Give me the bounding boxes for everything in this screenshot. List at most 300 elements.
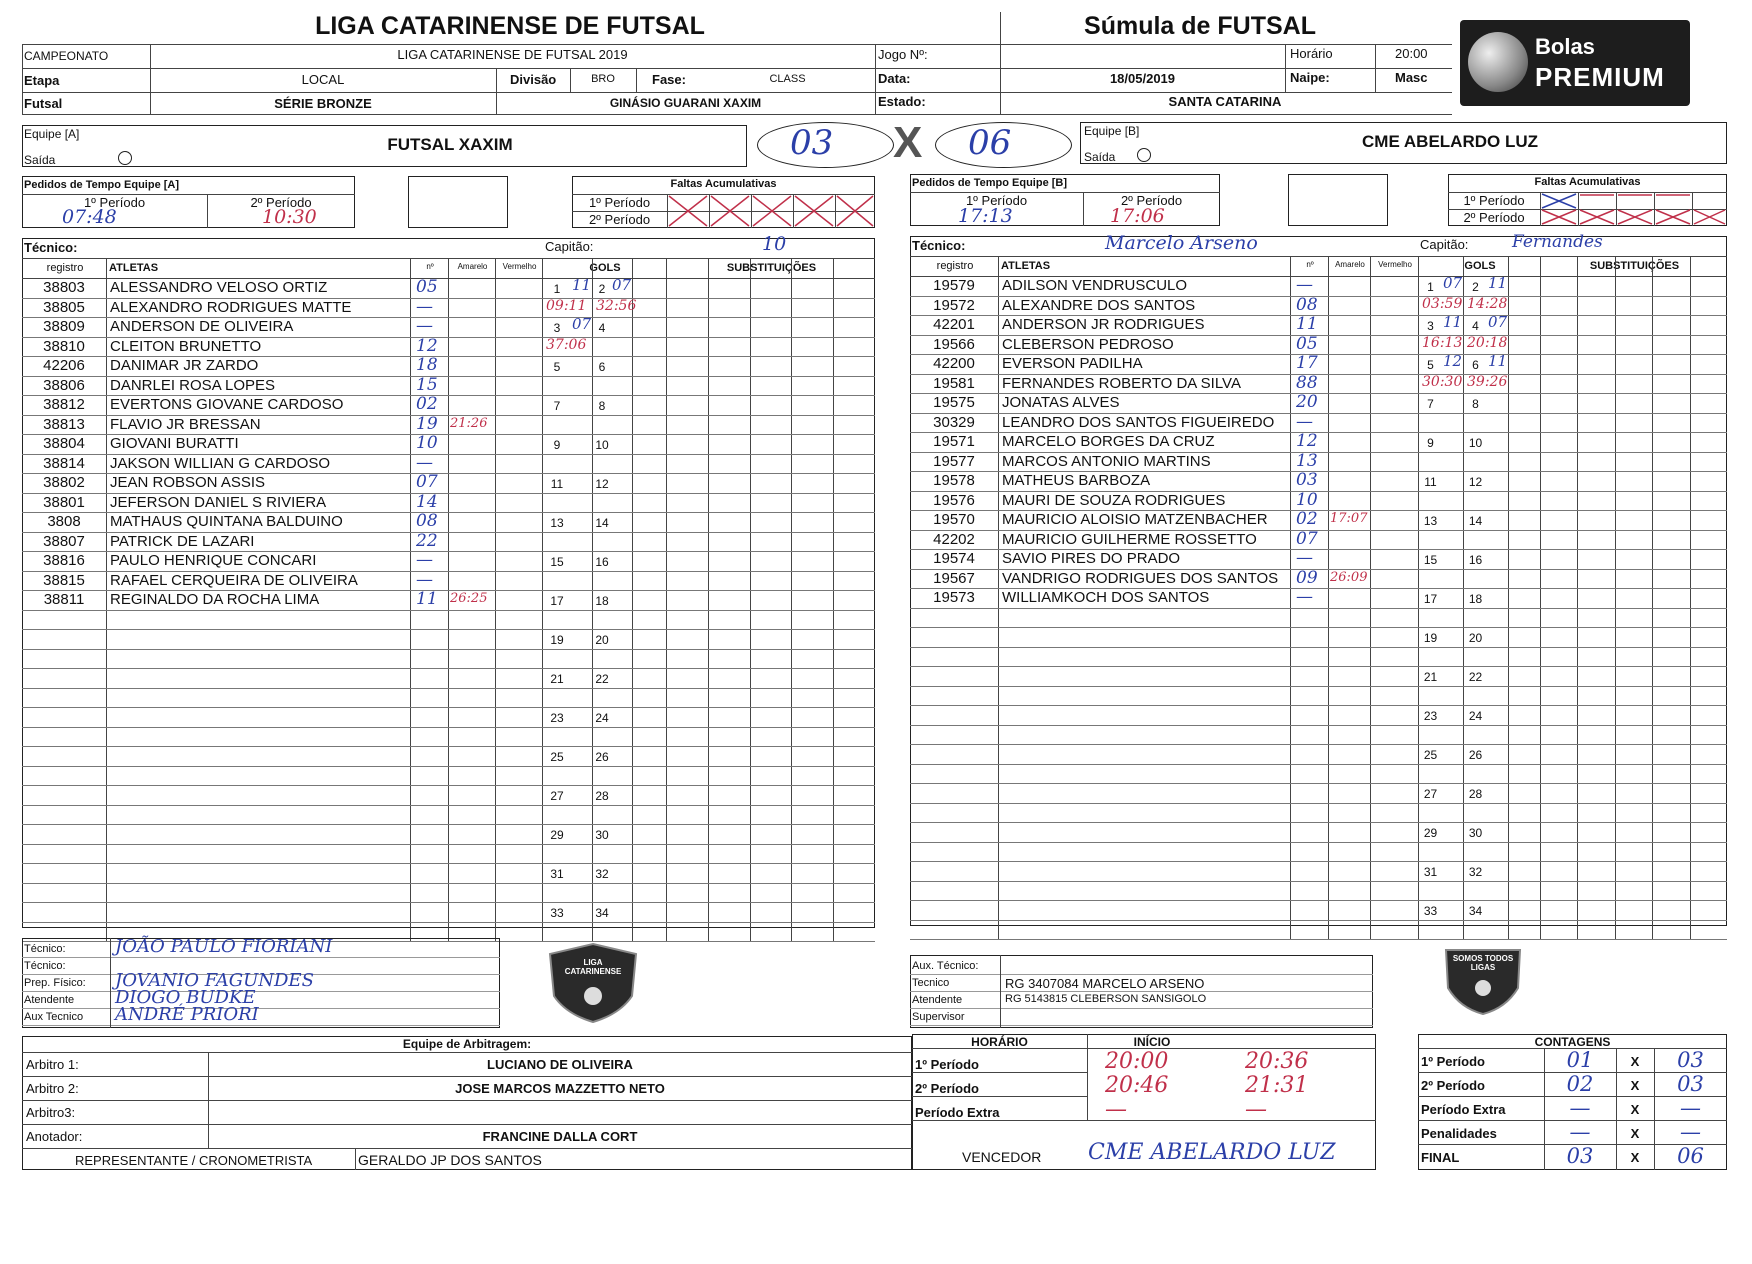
player-yellow-card: 26:25 (450, 591, 488, 606)
score-b: 06 (968, 123, 1012, 163)
team_a-goal-slot: 13 (550, 516, 564, 530)
badge-b-text: SOMOS TODOS LIGAS (1452, 954, 1514, 972)
player-number: 12 (416, 335, 438, 356)
player-number: 17 (1296, 353, 1318, 373)
contagem-b: — (1680, 1096, 1701, 1120)
player-registro: 42202 (933, 530, 975, 548)
player-number: 12 (1296, 431, 1318, 451)
player-registro: 19578 (933, 472, 975, 489)
team_b-header-n: nº (1306, 260, 1314, 269)
estado-label: Estado: (878, 94, 926, 109)
staff-b-label: Tecnico (912, 977, 950, 989)
staff-a-label: Prep. Físico: (24, 977, 86, 989)
player-registro: 42201 (933, 316, 975, 333)
staff-b-value: RG 5143815 CLEBERSON SANSIGOLO (1005, 993, 1207, 1005)
arbitro-value: FRANCINE DALLA CORT (482, 1129, 638, 1144)
vencedor-value: CME ABELARDO LUZ (1088, 1140, 1336, 1165)
goal-player: 11 (572, 276, 592, 294)
arbitro-label: Arbitro 2: (26, 1081, 79, 1096)
player-number: — (416, 296, 433, 317)
player-name: MATHAUS QUINTANA BALDUINO (110, 513, 343, 530)
team-b-faltas-label: Faltas Acumulativas (1534, 176, 1641, 188)
team_a-goal-slot: 11 (550, 477, 564, 491)
naipe-value: Masc (1395, 70, 1428, 85)
player-number: 09 (1296, 567, 1318, 588)
player-number: 15 (416, 374, 438, 395)
team_a-goal-slot: 9 (553, 438, 561, 452)
contagem-label: Penalidades (1421, 1126, 1497, 1141)
team_a-header-gols: GOLS (589, 262, 621, 274)
staff-a-label: Atendente (24, 994, 75, 1006)
player-registro: 38813 (43, 415, 85, 433)
player-yellow-card: 26:09 (1330, 569, 1368, 585)
team_b-goal-slot: 6 (1472, 358, 1479, 372)
jogo-label: Jogo Nº: (878, 47, 928, 62)
player-registro: 38801 (43, 493, 85, 511)
player-registro: 19573 (933, 589, 975, 606)
player-registro: 38806 (43, 376, 85, 394)
goal-player: 07 (1443, 274, 1463, 292)
team_b-goal-slot: 32 (1468, 865, 1483, 879)
team_b-goal-slot: 20 (1468, 631, 1483, 645)
team_a-goal-slot: 10 (595, 438, 609, 452)
team_a-goal-slot: 20 (595, 633, 609, 647)
horario-start: — (1105, 1097, 1127, 1122)
team_b-goal-slot: 33 (1423, 904, 1438, 918)
player-name: CLEBERSON PEDROSO (1002, 335, 1174, 353)
player-number: 14 (416, 491, 438, 512)
contagem-a: — (1569, 1096, 1591, 1120)
bolas-premium-logo (1460, 20, 1690, 106)
player-registro: 38803 (43, 279, 85, 296)
team_b-header-subst: SUBSTITUIÇÕES (1589, 260, 1680, 272)
team_a-goal-slot: 15 (550, 555, 564, 569)
player-registro: 30329 (933, 413, 975, 431)
team_a-header-subst: SUBSTITUIÇÕES (726, 262, 817, 274)
contagem-b: 03 (1677, 1048, 1704, 1072)
futsal-label: Futsal (24, 96, 63, 111)
player-name: JEAN ROBSON ASSIS (110, 474, 266, 491)
team_b-header-atletas: ATLETAS (1001, 260, 1051, 272)
team-a-p2-time: 10:30 (262, 206, 317, 228)
player-number: 08 (416, 511, 438, 531)
score-a: 03 (790, 123, 834, 163)
team_b-goal-slot: 27 (1423, 787, 1438, 801)
campeonato-value: LIGA CATARINENSE DE FUTSAL 2019 (397, 47, 628, 62)
horario-end: — (1245, 1097, 1267, 1122)
goal-time: 16:13 (1422, 334, 1463, 351)
player-name: PATRICK DE LAZARI (110, 532, 255, 550)
player-number: 18 (416, 355, 438, 375)
goal-time: 37:06 (546, 336, 587, 353)
staff-b-value: RG 3407084 MARCELO ARSENO (1005, 976, 1205, 991)
team_a-header-n: nº (426, 262, 434, 271)
team_b-goal-slot: 10 (1468, 436, 1483, 450)
contagem-label: 2º Período (1421, 1078, 1485, 1093)
horario-box-inicio: INÍCIO (1133, 1035, 1171, 1049)
contagem-a: 03 (1566, 1144, 1594, 1168)
contagem-label: Período Extra (1421, 1102, 1506, 1117)
league-title: LIGA CATARINENSE DE FUTSAL (315, 12, 705, 40)
team_b-goal-slot: 11 (1424, 475, 1437, 489)
player-number: — (1296, 275, 1313, 295)
contagem-b: — (1680, 1120, 1701, 1144)
team_a-goal-slot: 21 (550, 672, 564, 686)
team_b-header-vermelho: Vermelho (1378, 260, 1412, 269)
player-registro: 19579 (933, 277, 975, 294)
staff-a-label: Aux Tecnico (24, 1011, 84, 1023)
player-registro: 38807 (43, 532, 85, 550)
estado-value: SANTA CATARINA (1168, 94, 1282, 109)
team_a-goal-slot: 7 (553, 399, 561, 413)
player-name: JEFERSON DANIEL S RIVIERA (110, 493, 327, 511)
team-b-name: CME ABELARDO LUZ (1362, 132, 1538, 151)
player-registro: 19576 (933, 491, 975, 509)
horario-period-label: Período Extra (915, 1105, 1000, 1120)
contagem-x: X (1630, 1078, 1640, 1093)
player-registro: 38804 (43, 435, 85, 452)
goal-player: 07 (612, 276, 632, 294)
player-number: 22 (416, 530, 438, 551)
arbitragem-title: Equipe de Arbitragem: (402, 1037, 532, 1051)
logo-line2: PREMIUM (1535, 62, 1665, 92)
team_b-goal-slot: 1 (1427, 280, 1434, 294)
team_b-goal-slot: 22 (1468, 670, 1483, 684)
player-number: 10 (1296, 489, 1318, 510)
staff-a-value: JOÃO PAULO FIORIANI (115, 936, 333, 957)
player-number: 13 (1296, 450, 1318, 471)
team-a-equipe-label: Equipe [A] (24, 127, 80, 141)
player-registro: 19567 (933, 569, 975, 587)
player-number: — (416, 452, 433, 473)
liga-catarinense-shield-icon (540, 940, 646, 1024)
player-name: EVERTONS GIOVANE CARDOSO (110, 396, 344, 413)
badge-a-text: LIGA CATARINENSE (564, 958, 622, 976)
player-number: 19 (416, 413, 438, 434)
contagem-x: X (1630, 1054, 1640, 1069)
player-number: 20 (1296, 392, 1318, 412)
staff-a-value: DIOGO BUDKE (115, 987, 256, 1008)
player-name: ANDERSON JR RODRIGUES (1002, 316, 1205, 333)
team_b-goal-slot: 8 (1472, 397, 1479, 411)
team-b-p2-label: 2º Período (1120, 193, 1183, 208)
team_a-goal-slot: 8 (598, 399, 606, 413)
player-number: 07 (1296, 528, 1318, 549)
team_a-header-vermelho: Vermelho (502, 262, 537, 271)
goal-time: 03:59 (1422, 295, 1463, 312)
team-a-p1-label: 1º Período (83, 195, 146, 210)
team-a-p2-label: 2º Período (250, 195, 312, 210)
team_a-goal-slot: 18 (595, 594, 609, 608)
arbitro-label: Anotador: (26, 1129, 83, 1144)
horario-value: 20:00 (1395, 46, 1428, 61)
team_a-goal-slot: 23 (550, 711, 564, 725)
arbitro-value: JOSE MARCOS MAZZETTO NETO (455, 1081, 665, 1096)
player-registro: 38810 (43, 337, 85, 355)
horario-period-label: 1º Período (915, 1057, 979, 1072)
player-name: ALEXANDRE DOS SANTOS (1002, 296, 1196, 314)
score-x: X (893, 118, 923, 167)
team_b-goal-slot: 18 (1468, 592, 1483, 606)
team-a-tecnico-label: Técnico: (24, 240, 78, 255)
team_a-goal-slot: 19 (550, 633, 564, 647)
team_a-goal-slot: 2 (598, 282, 606, 296)
horario-end: 21:31 (1245, 1073, 1309, 1098)
player-registro: 38814 (43, 454, 85, 472)
team_b-header-amarelo: Amarelo (1335, 260, 1365, 269)
ginasio-value: GINÁSIO GUARANI XAXIM (609, 96, 762, 110)
team-a-capitao: 10 (762, 233, 787, 255)
team_b-goal-slot: 31 (1423, 865, 1438, 879)
team_b-goal-slot: 24 (1468, 709, 1483, 723)
player-name: MAURICIO ALOISIO MATZENBACHER (1002, 511, 1268, 528)
arbitro-label: Arbitro3: (26, 1105, 76, 1120)
player-registro: 19570 (933, 511, 975, 528)
team_a-goal-slot: 22 (595, 672, 609, 686)
player-name: RAFAEL CERQUEIRA DE OLIVEIRA (110, 571, 358, 589)
contagens-title: CONTAGENS (1534, 1035, 1611, 1049)
player-name: ANDERSON DE OLIVEIRA (110, 318, 294, 335)
team_a-goal-slot: 30 (595, 828, 609, 842)
vencedor-label: VENCEDOR (962, 1149, 1042, 1165)
team_a-goal-slot: 24 (595, 711, 609, 725)
player-registro: 38805 (43, 298, 85, 316)
player-name: ALEXANDRO RODRIGUES MATTE (110, 298, 352, 316)
contagem-b: 03 (1677, 1072, 1704, 1096)
team_b-goal-slot: 5 (1427, 358, 1434, 372)
team_a-goal-slot: 6 (598, 360, 606, 374)
team_b-goal-slot: 29 (1423, 826, 1438, 840)
player-number: 03 (1296, 470, 1318, 490)
team_b-goal-slot: 23 (1423, 709, 1438, 723)
team-a-saida-circle[interactable] (118, 151, 132, 165)
team-b-pedidos-label: Pedidos de Tempo Equipe [B] (912, 177, 1068, 189)
team-a-blank-box (408, 176, 508, 228)
team-b-p2-time: 17:06 (1110, 205, 1165, 227)
player-name: EVERSON PADILHA (1002, 355, 1143, 372)
team_a-goal-slot: 17 (550, 594, 564, 608)
contagem-x: X (1630, 1102, 1640, 1117)
contagem-x: X (1630, 1126, 1640, 1141)
team_b-goal-slot: 25 (1423, 748, 1438, 762)
player-registro: 38815 (43, 571, 85, 589)
contagem-a: 01 (1566, 1048, 1594, 1072)
staff-b-label: Aux. Técnico: (912, 960, 979, 972)
team-b-saida-circle[interactable] (1137, 148, 1151, 162)
player-number: 88 (1296, 372, 1318, 393)
team_b-goal-slot: 12 (1468, 475, 1483, 489)
player-name: DANIMAR JR ZARDO (110, 357, 259, 374)
player-name: MARCOS ANTONIO MARTINS (1002, 452, 1211, 470)
team_b-goal-slot: 2 (1472, 280, 1479, 294)
team_a-header-amarelo: Amarelo (457, 262, 488, 271)
team-a-p1-time: 07:48 (62, 206, 117, 228)
player-name: MATHEUS BARBOZA (1002, 472, 1151, 489)
player-number: 05 (416, 277, 438, 297)
team_a-goal-slot: 1 (553, 282, 561, 296)
data-label: Data: (878, 71, 911, 86)
player-number: 05 (1296, 333, 1318, 354)
player-number: — (416, 569, 433, 590)
team_a-goal-slot: 12 (595, 477, 609, 491)
player-number: — (416, 316, 433, 336)
team_a-header-atletas: ATLETAS (109, 262, 159, 274)
goal-player: 11 (1488, 274, 1508, 292)
team-a-faltas-label: Faltas Acumulativas (670, 178, 777, 190)
divisao-label: Divisão (510, 72, 557, 87)
team_b-goal-slot: 34 (1468, 904, 1483, 918)
team-b-badge (1440, 944, 1526, 1016)
sheet-title: Súmula de FUTSAL (1084, 12, 1316, 40)
player-yellow-card: 17:07 (1330, 511, 1368, 526)
staff-a-value: JOVANIO FAGUNDES (115, 970, 314, 991)
player-number: 02 (1296, 509, 1318, 529)
team_a-goal-slot: 34 (595, 906, 609, 920)
goal-time: 32:56 (596, 297, 637, 314)
goal-player: 11 (1488, 352, 1508, 370)
player-name: JAKSON WILLIAN G CARDOSO (110, 454, 331, 472)
player-number: — (1296, 587, 1313, 607)
team_b-header-gols: GOLS (1464, 260, 1496, 272)
player-name: REGINALDO DA ROCHA LIMA (110, 591, 320, 608)
ball-icon (1468, 32, 1528, 92)
team_b-goal-slot: 17 (1423, 592, 1438, 606)
player-registro: 38816 (43, 552, 85, 569)
team_b-goal-slot: 7 (1427, 397, 1434, 411)
team_b-goal-slot: 19 (1423, 631, 1438, 645)
horario-box-title: HORÁRIO (971, 1035, 1028, 1049)
team-a-saida-label: Saída (24, 153, 56, 167)
team_a-goal-slot: 25 (550, 750, 564, 764)
horario-start: 20:46 (1105, 1073, 1169, 1098)
player-name: GIOVANI BURATTI (110, 435, 239, 452)
player-registro: 38809 (43, 318, 85, 335)
contagem-label: 1º Período (1421, 1054, 1485, 1069)
goal-time: 14:28 (1467, 295, 1508, 312)
player-name: ALESSANDRO VELOSO ORTIZ (110, 279, 328, 296)
fase-value: CLASS (769, 73, 806, 85)
horario-start: 20:00 (1105, 1049, 1169, 1074)
team_b-goal-slot: 26 (1468, 748, 1483, 762)
arbitro-value: LUCIANO DE OLIVEIRA (487, 1057, 633, 1072)
campeonato-label: CAMPEONATO (24, 49, 109, 63)
player-registro: 19574 (933, 550, 975, 567)
logo-line1: Bolas (1535, 34, 1595, 59)
team_a-goal-slot: 33 (550, 906, 564, 920)
contagem-a: 02 (1566, 1072, 1594, 1096)
team-a-capitao-label: Capitão: (545, 239, 594, 254)
player-name: MAURI DE SOUZA RODRIGUES (1002, 491, 1226, 509)
team-b-saida-label: Saída (1084, 150, 1116, 164)
serie-value: SÉRIE BRONZE (274, 96, 372, 111)
team_a-goal-slot: 32 (595, 867, 609, 881)
contagem-label: FINAL (1421, 1150, 1460, 1165)
team-a-pedidos-label: Pedidos de Tempo Equipe [A] (24, 179, 180, 191)
player-registro: 19581 (933, 374, 975, 392)
goal-time: 39:26 (1467, 373, 1508, 390)
team-a-faltas-marks (667, 194, 875, 228)
player-number: — (1296, 548, 1313, 568)
goal-player: 12 (1443, 352, 1463, 370)
staff-a-label: Técnico: (24, 960, 66, 972)
player-registro: 42200 (933, 355, 975, 372)
player-registro: 38811 (43, 591, 85, 608)
contagem-x: X (1630, 1150, 1640, 1165)
staff-a-value: ANDRÉ PRIORI (115, 1004, 259, 1025)
player-registro: 38812 (43, 396, 85, 413)
team_b-goal-slot: 21 (1423, 670, 1438, 684)
team_a-goal-slot: 14 (595, 516, 609, 530)
player-registro: 19566 (933, 335, 975, 353)
team-b-tecnico-label: Técnico: (912, 238, 966, 253)
team_a-goal-slot: 16 (595, 555, 609, 569)
player-number: 02 (416, 394, 438, 414)
player-name: MARCELO BORGES DA CRUZ (1002, 433, 1215, 450)
team-a-faltas-p2: 2º Período (588, 212, 651, 227)
player-name: CLEITON BRUNETTO (110, 337, 262, 355)
contagem-b: 06 (1677, 1144, 1704, 1168)
data-value: 18/05/2019 (1109, 71, 1176, 86)
team_b-goal-slot: 30 (1468, 826, 1483, 840)
horario-end: 20:36 (1245, 1049, 1309, 1074)
player-number: 11 (416, 589, 438, 609)
player-name: SAVIO PIRES DO PRADO (1002, 550, 1181, 567)
player-name: FLAVIO JR BRESSAN (110, 415, 261, 433)
team_b-goal-slot: 13 (1423, 514, 1438, 528)
player-number: 08 (1296, 294, 1318, 315)
team-b-tecnico: Marcelo Arseno (1105, 232, 1258, 254)
player-registro: 3808 (47, 513, 81, 530)
player-name: LEANDRO DOS SANTOS FIGUEIREDO (1002, 413, 1275, 431)
player-name: FERNANDES ROBERTO DA SILVA (1002, 374, 1241, 392)
team-b-equipe-label: Equipe [B] (1084, 124, 1140, 138)
contagem-a: — (1569, 1120, 1591, 1144)
team-b-faltas-marks (1540, 192, 1727, 226)
etapa-value: LOCAL (301, 72, 345, 87)
player-registro: 19572 (933, 296, 975, 314)
team-b-faltas-p1: 1º Período (1463, 193, 1525, 208)
player-yellow-card: 21:26 (450, 415, 488, 431)
player-number: 10 (416, 433, 438, 453)
goal-time: 30:30 (1422, 373, 1463, 390)
team_a-header-registro: registro (46, 262, 84, 274)
player-name: WILLIAMKOCH DOS SANTOS (1002, 589, 1210, 606)
staff-b-label: Atendente (912, 994, 963, 1006)
representante-value: GERALDO JP DOS SANTOS (358, 1152, 542, 1168)
player-name: ADILSON VENDRUSCULO (1002, 277, 1188, 294)
etapa-label: Etapa (24, 73, 60, 88)
goal-time: 20:18 (1467, 334, 1508, 351)
staff-b-label: Supervisor (912, 1011, 965, 1023)
player-registro: 38802 (43, 474, 85, 491)
staff-a-label: Técnico: (24, 943, 66, 955)
player-number: — (416, 550, 433, 570)
naipe-label: Naipe: (1290, 70, 1330, 85)
team_a-goal-slot: 31 (550, 867, 564, 881)
arbitro-label: Arbitro 1: (26, 1057, 79, 1072)
player-number: — (1296, 411, 1313, 432)
team_a-goal-slot: 3 (553, 321, 561, 335)
team_a-goal-slot: 26 (595, 750, 609, 764)
team-a-name: FUTSAL XAXIM (387, 135, 513, 154)
horario-period-label: 2º Período (915, 1081, 979, 1096)
player-registro: 19577 (933, 452, 975, 470)
team_a-goal-slot: 28 (595, 789, 609, 803)
team_a-goal-slot: 5 (553, 360, 561, 374)
team-b-capitao-label: Capitão: (1420, 237, 1469, 252)
team_b-goal-slot: 28 (1468, 787, 1483, 801)
team-b-faltas-p2: 2º Período (1463, 210, 1525, 225)
